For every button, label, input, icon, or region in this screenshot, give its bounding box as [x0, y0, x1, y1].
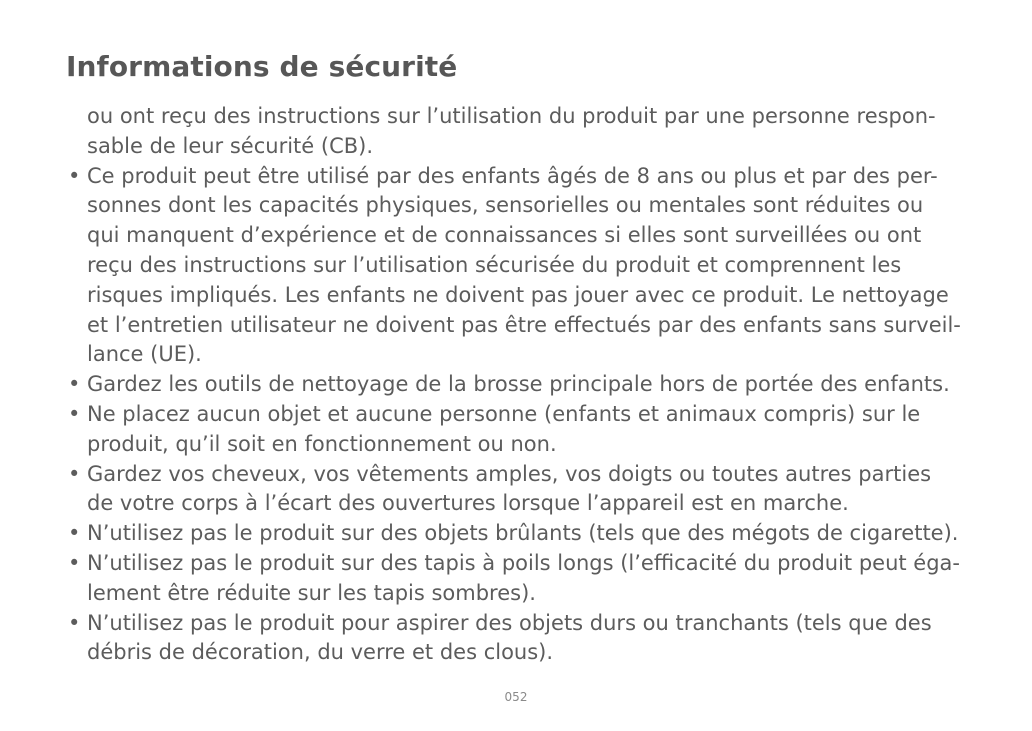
text-line: N’utilisez pas le produit pour aspirer des objets durs ou tranchants (tels que des: [87, 610, 932, 635]
text-line: risques impliqués. Les enfants ne doivent pas jouer avec ce produit. Le nettoyage: [87, 282, 949, 307]
bullet-icon: •: [68, 461, 81, 486]
bullet-icon: •: [68, 521, 81, 546]
bullet-icon: •: [68, 610, 81, 635]
text-line: Gardez les outils de nettoyage de la brosse principale hors de portée des enfants.: [87, 372, 950, 397]
list-item: [66, 370, 996, 400]
text-line: sable de leur sécurité (CB).: [87, 133, 374, 158]
page-title: Informations de sécurité: [66, 50, 458, 83]
list-item: [66, 609, 996, 669]
text-line: débris de décoration, du verre et des clous).: [87, 640, 554, 665]
text-line: N’utilisez pas le produit sur des tapis à poils longs (l’efficacité du produit peut éga-: [87, 550, 960, 575]
text-line: et l’entretien utilisateur ne doivent pas être effectués par des enfants sans surveil-: [87, 312, 961, 337]
text-line: lance (UE).: [87, 342, 202, 367]
bullet-icon: •: [68, 372, 81, 397]
text-line: ou ont reçu des instructions sur l’utilisation du produit par une personne respon-: [87, 104, 936, 128]
text-line: sonnes dont les capacités physiques, sensorielles ou mentales sont réduites ou: [87, 193, 924, 218]
bullet-icon: •: [68, 401, 81, 426]
list-item: [66, 519, 996, 549]
continued-paragraph: [66, 102, 996, 162]
text-line: N’utilisez pas le produit sur des objets brûlants (tels que des mégots de cigarette).: [87, 521, 959, 546]
list-item: [66, 460, 996, 520]
text-line: produit, qu’il soit en fonctionnement ou non.: [87, 431, 557, 456]
list-item: [66, 162, 996, 371]
list-item: [66, 549, 996, 609]
text-line: Ne placez aucun objet et aucune personne (enfants et animaux compris) sur le: [87, 401, 921, 426]
page-number: 052: [504, 690, 528, 704]
text-line: Gardez vos cheveux, vos vêtements amples, vos doigts ou toutes autres parties: [87, 461, 932, 486]
text-line: qui manquent d’expérience et de connaissances si elles sont surveillées ou ont: [87, 223, 922, 248]
list-item: [66, 400, 996, 460]
safety-list: [66, 162, 996, 669]
bullet-icon: •: [68, 550, 81, 575]
text-line: lement être réduite sur les tapis sombres).: [87, 580, 536, 605]
text-line: reçu des instructions sur l’utilisation sécurisée du produit et comprennent les: [87, 252, 902, 277]
text-line: Ce produit peut être utilisé par des enfants âgés de 8 ans ou plus et par des per-: [87, 163, 938, 188]
text-line: de votre corps à l’écart des ouvertures lorsque l’appareil est en marche.: [87, 491, 849, 516]
bullet-icon: •: [68, 163, 81, 188]
safety-content: [66, 102, 996, 668]
